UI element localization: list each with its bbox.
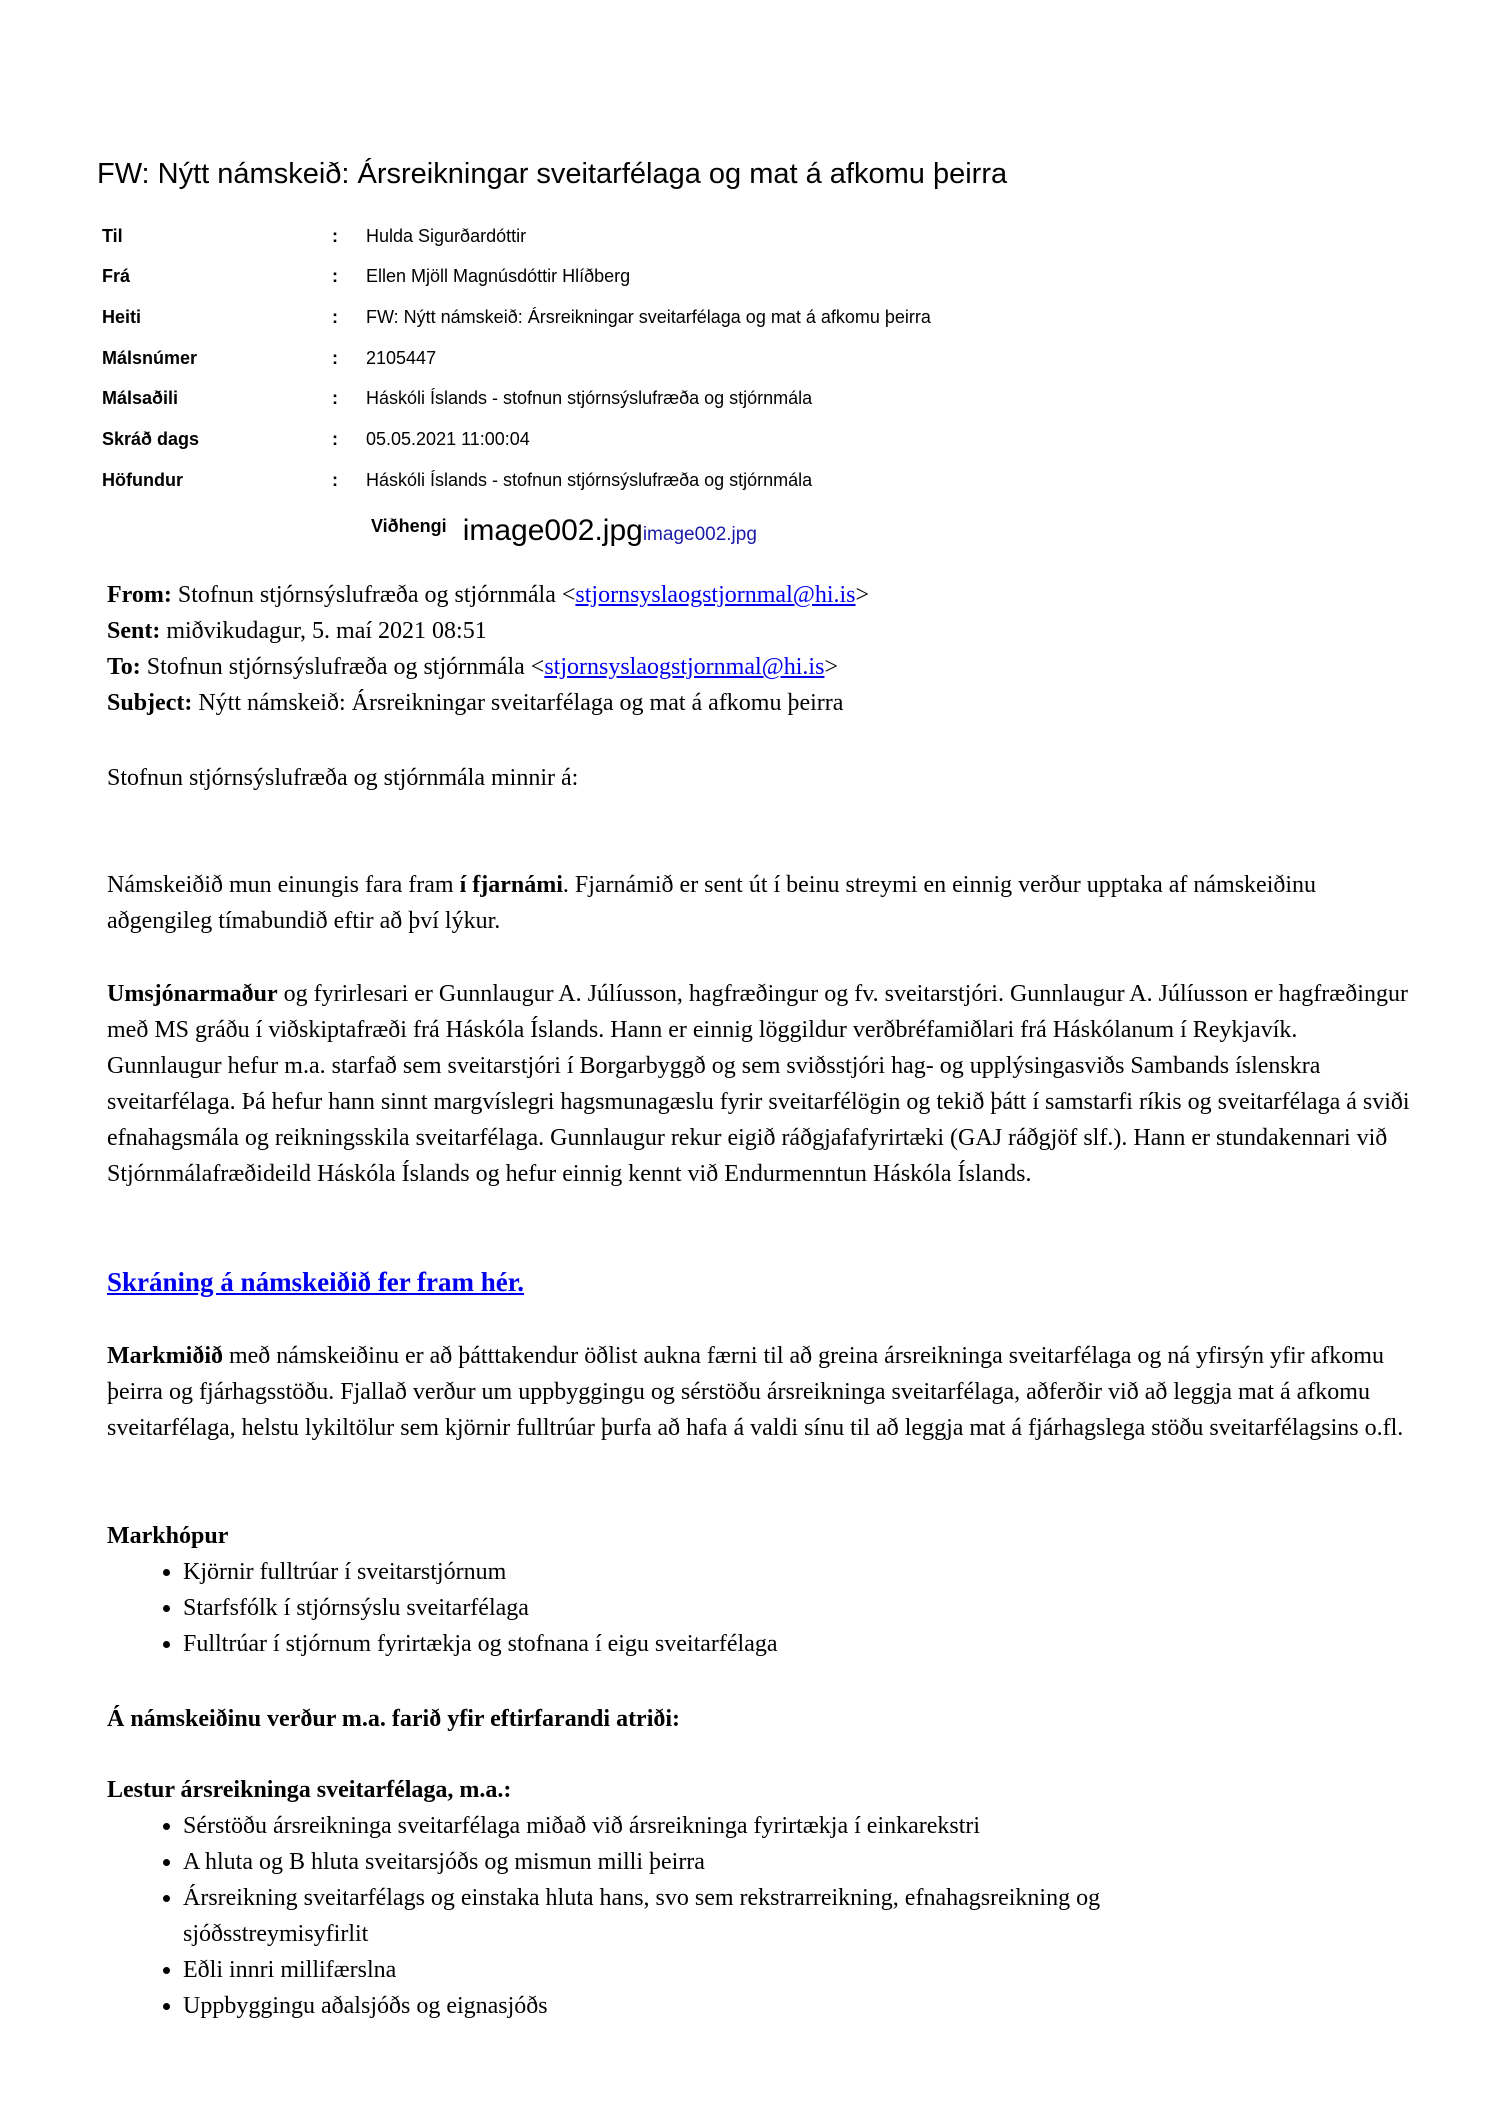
text: með námskeiðinu er að þátttakendur öðlist aukna færni til að greina ársreikninga sveitarfélaga og ná yfirsýn yfir afkomu þeirra og fjárhagsstöðu. Fjallað verður um uppbyggingu og sérstöðu ársreikninga sveitarfélaga, aðferðir við að leggja mat á afkomu sveitarfélaga, helstu lykiltölur sem kjörnir fulltrúar þurfa að hafa á valdi sínu til að leggja mat á fjárhagslega stöðu sveitarfélagsins o.fl.: [107, 1343, 1404, 1441]
list-item: • Fulltrúar í stjórnum fyrirtækja og stofnana í eigu sveitarfélaga: [183, 1626, 1417, 1662]
attachment-name: image002.jpg: [462, 514, 643, 547]
meta-colon: :: [332, 266, 338, 286]
list-item: • Sérstöðu ársreikninga sveitarfélaga miðað við ársreikninga fyrirtækja í einkarekstri: [183, 1808, 1417, 1844]
audience-list: [107, 1554, 1417, 1662]
to-email-link[interactable]: stjornsyslaogstjornmal@hi.is: [544, 654, 825, 680]
to-label: To:: [107, 654, 141, 680]
attachment-label: Viðhengi: [371, 516, 447, 536]
meta-colon: :: [332, 348, 338, 368]
meta-label: Málsnúmer: [102, 348, 198, 368]
bold-text: í fjarnámi: [459, 872, 563, 898]
list-item: • Kjörnir fulltrúar í sveitarstjórnum: [183, 1554, 1417, 1590]
meta-label: Frá: [102, 266, 131, 286]
list-item: • Uppbyggingu aðalsjóðs og eignasjóðs: [183, 1988, 1417, 2024]
sent-value: miðvikudagur, 5. maí 2021 08:51: [166, 618, 487, 644]
meta-value: Háskóli Íslands - stofnun stjórnsýslufræða og stjórnmála: [366, 470, 813, 490]
meta-value: Hulda Sigurðardóttir: [366, 226, 527, 246]
meta-label: Skráð dags: [102, 429, 200, 449]
from-name: Stofnun stjórnsýslufræða og stjórnmála: [177, 582, 556, 608]
meta-label: Höfundur: [102, 470, 183, 490]
registration-link[interactable]: Skráning á námskeiðið fer fram hér.: [107, 1267, 525, 1297]
intro-text: Stofnun stjórnsýslufræða og stjórnmála minnir á:: [107, 765, 579, 791]
audience-heading: Markhópur: [107, 1523, 229, 1549]
meta-colon: :: [332, 429, 338, 449]
meta-colon: :: [332, 226, 338, 246]
meta-value: FW: Nýtt námskeið: Ársreikningar sveitarfélaga og mat á afkomu þeirra: [366, 307, 931, 327]
meta-label: Málsaðili: [102, 388, 179, 408]
list-item: • Eðli innri millifærslna: [183, 1952, 1417, 1988]
meta-value: Háskóli Íslands - stofnun stjórnsýslufræða og stjórnmála: [366, 388, 813, 408]
reading-heading: Lestur ársreikninga sveitarfélaga, m.a.:: [107, 1777, 512, 1803]
meta-label: Til: [102, 226, 123, 246]
text: . Fjarnámið er sent út í beinu streymi en einnig verður upptaka af námskeiðinu aðgengileg tímabundið eftir að því lýkur.: [107, 872, 1317, 934]
topics-heading: Á námskeiðinu verður m.a. farið yfir eftirfarandi atriði:: [107, 1706, 681, 1732]
from-label: From:: [107, 582, 172, 608]
bracket: <: [561, 582, 576, 608]
meta-value: 2105447: [366, 348, 437, 368]
bracket: >: [824, 654, 838, 680]
from-email-link[interactable]: stjornsyslaogstjornmal@hi.is: [575, 582, 856, 608]
attachment-link[interactable]: image002.jpg: [642, 524, 757, 545]
meta-label: Heiti: [102, 307, 142, 327]
instructor-paragraph: [107, 976, 1417, 1192]
reading-list: [107, 1808, 1417, 2024]
from-line: [107, 577, 1417, 613]
list-item: • A hluta og B hluta sveitarsjóðs og mismun milli þeirra: [183, 1844, 1417, 1880]
meta-colon: :: [332, 388, 338, 408]
subject-value: Nýtt námskeið: Ársreikningar sveitarfélaga og mat á afkomu þeirra: [198, 690, 844, 716]
sent-line: [107, 613, 1417, 649]
bracket: <: [530, 654, 545, 680]
to-line: [107, 649, 1417, 685]
bold-text: Markmiðið: [107, 1343, 223, 1369]
meta-colon: :: [332, 307, 338, 327]
meta-value: 05.05.2021 11:00:04: [366, 429, 530, 449]
list-item: • Ársreikning sveitarfélags og einstaka hluta hans, svo sem rekstrarreikning, efnahagsreikning og sjóðsstreymisyfirlit: [183, 1880, 1417, 1952]
meta-value: Ellen Mjöll Magnúsdóttir Hlíðberg: [366, 266, 631, 286]
attachment-row: [371, 514, 757, 548]
meta-colon: :: [332, 470, 338, 490]
goal-paragraph: [107, 1338, 1417, 1446]
subject-line: [107, 685, 1417, 721]
bracket: >: [855, 582, 870, 608]
document-title: FW: Nýtt námskeið: Ársreikningar sveitarfélaga og mat á afkomu þeirra: [97, 158, 1008, 190]
list-item: • Starfsfólk í stjórnsýslu sveitarfélaga: [183, 1590, 1417, 1626]
subject-label: Subject:: [107, 690, 193, 716]
sent-label: Sent:: [107, 618, 161, 644]
reading-section: [107, 1772, 1417, 2024]
audience-section: [107, 1518, 1417, 1662]
text: Námskeiðið mun einungis fara fram: [107, 872, 460, 898]
forwarded-email-header: [107, 577, 1417, 721]
text: og fyrirlesari er Gunnlaugur A. Júlíusson, hagfræðingur og fv. sveitarstjóri. Gunnlaugur A. Júlíusson er hagfræðingur með MS gráðu í viðskiptafræði frá Háskóla Íslands. Hann er einnig löggildur verðbréfamiðlari frá Háskólanum í Reykjavík. Gunnlaugur hefur m.a. starfað sem sveitarstjóri í Borgarbyggð og sem sviðsstjóri hag- og upplýsingasviðs Sambands íslenskra sveitarfélaga. Þá hefur hann sinnt margvíslegri hagsmunagæslu fyrir sveitarfélögin og tekið þátt í samstarfi ríkis og sveitarfélaga á sviði efnahagsmála og reikningsskila sveitarfélaga. Gunnlaugur rekur eigið ráðgjafafyrirtæki (GAJ ráðgjöf slf.). Hann er stundakennari við Stjórnmálafræðideild Háskóla Íslands og hefur einnig kennt við Endurmenntun Háskóla Íslands.: [107, 981, 1410, 1187]
bold-text: Umsjónarmaður: [107, 981, 278, 1007]
distance-paragraph: [107, 867, 1417, 939]
to-name: Stofnun stjórnsýslufræða og stjórnmála: [146, 654, 525, 680]
